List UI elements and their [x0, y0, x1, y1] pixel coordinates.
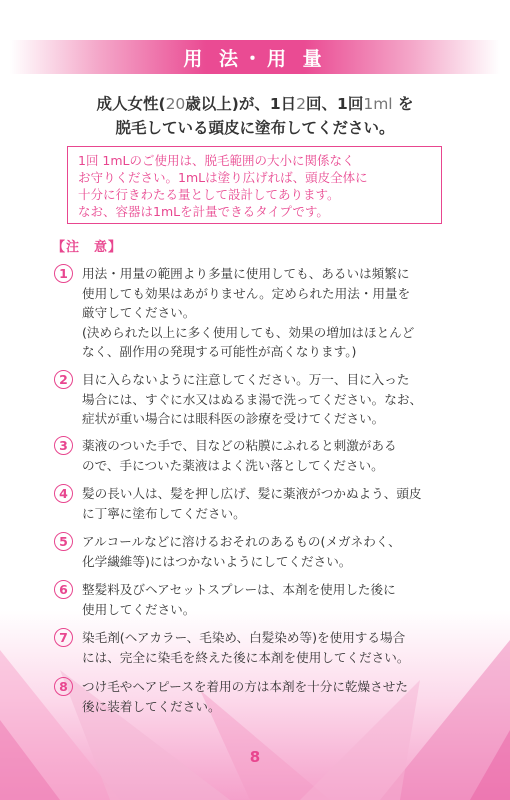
notice-heading: 【注 意】: [52, 240, 123, 255]
dosage-line-2: 脱毛している頭皮に塗布してください。: [115, 119, 395, 137]
notice-text: [82, 628, 464, 667]
dosage-amount: 1ml: [363, 95, 393, 113]
notice-item-8: [54, 677, 464, 716]
notice-line: 用法・用量の範囲より多量に使用しても、あるいは頻繁に: [82, 266, 410, 281]
notice-line: 目に入らないように注意してください。万一、目に入った: [82, 372, 410, 387]
notice-item-6: [54, 580, 464, 619]
notice-item-1: [54, 264, 464, 362]
dosage-text: を: [392, 95, 414, 113]
notice-item-5: [54, 532, 464, 571]
notice-line: つけ毛やヘアピースを着用の方は本剤を十分に乾燥させた: [82, 679, 408, 694]
notice-line: (決められた以上に多く使用しても、効果の増加はほとんど: [82, 324, 415, 340]
dosage-lead: [40, 92, 470, 140]
info-line: 1回 1mLのご使用は、脱毛範囲の大小に関係なく: [78, 153, 355, 168]
number-circle-icon: 2: [54, 370, 73, 389]
notice-text: [82, 532, 464, 571]
notice-line: 使用しても効果はあがりません。定められた用法・用量を: [82, 285, 411, 301]
notice-line: なく、副作用の発現する可能性が高くなります。): [82, 344, 357, 359]
section-title-banner: [10, 40, 500, 74]
notice-line: 整髪料及びヘアセットスプレーは、本剤を使用した後に: [82, 582, 396, 597]
number-circle-icon: 6: [54, 580, 73, 599]
notice-text: [82, 484, 464, 523]
info-line: なお、容器は1mLを計量できるタイプです。: [78, 204, 329, 219]
notice-line: 厳守してください。: [82, 305, 196, 320]
notice-line: 化学繊維等)にはつかないようにしてください。: [82, 553, 352, 569]
notice-item-7: [54, 628, 464, 667]
dosage-times: 2: [296, 95, 307, 113]
number-circle-icon: 7: [54, 628, 73, 647]
number-circle-icon: 1: [54, 264, 73, 283]
number-circle-icon: 4: [54, 484, 73, 503]
dosage-text: 成人女性(: [96, 95, 166, 113]
dosage-line-1: [40, 92, 470, 116]
notice-item-3: [54, 436, 464, 475]
number-circle-icon: 5: [54, 532, 73, 551]
notice-text: [82, 436, 464, 475]
info-line: 十分に行きわたる量として設計してあります。: [78, 187, 340, 202]
number-circle-icon: 8: [54, 677, 73, 696]
notice-text: [82, 370, 464, 429]
dosage-age: 20: [165, 95, 186, 113]
notice-text: [82, 264, 464, 362]
dosage-text: 回、1回: [306, 95, 364, 113]
info-box: [67, 146, 442, 224]
notice-line: 症状が重い場合には眼科医の診療を受けてください。: [82, 411, 385, 426]
notice-text: [82, 580, 464, 619]
notice-item-4: [54, 484, 464, 523]
info-line: お守りください。1mLは塗り広げれば、頭皮全体に: [78, 170, 368, 185]
notice-line: 場合には、すぐに水又はぬるま湯で洗ってください。なお、: [82, 391, 423, 407]
notice-item-2: [54, 370, 464, 429]
number-circle-icon: 3: [54, 436, 73, 455]
notice-line: 薬液のついた手で、目などの粘膜にふれると刺激がある: [82, 438, 397, 453]
page-number: 8: [249, 748, 261, 766]
notice-line: 後に装着してください。: [82, 698, 221, 714]
notice-line: に丁寧に塗布してください。: [82, 505, 246, 521]
notice-text: [82, 677, 464, 716]
notice-line: アルコールなどに溶けるおそれのあるもの(メガネわく、: [82, 534, 401, 549]
notice-line: ので、手についた薬液はよく洗い落としてください。: [82, 457, 384, 473]
section-title: 用 法・用 量: [183, 47, 327, 70]
notice-line: 染毛剤(ヘアカラー、毛染め、白髪染め等)を使用する場合: [82, 630, 406, 645]
dosage-text: 歳以上)が、1日: [185, 95, 297, 113]
notice-line: 髪の長い人は、髪を押し広げ、髪に薬液がつかぬよう、頭皮: [82, 486, 422, 501]
notice-line: 使用してください。: [82, 601, 196, 617]
notice-line: には、完全に染毛を終えた後に本剤を使用してください。: [82, 649, 410, 665]
